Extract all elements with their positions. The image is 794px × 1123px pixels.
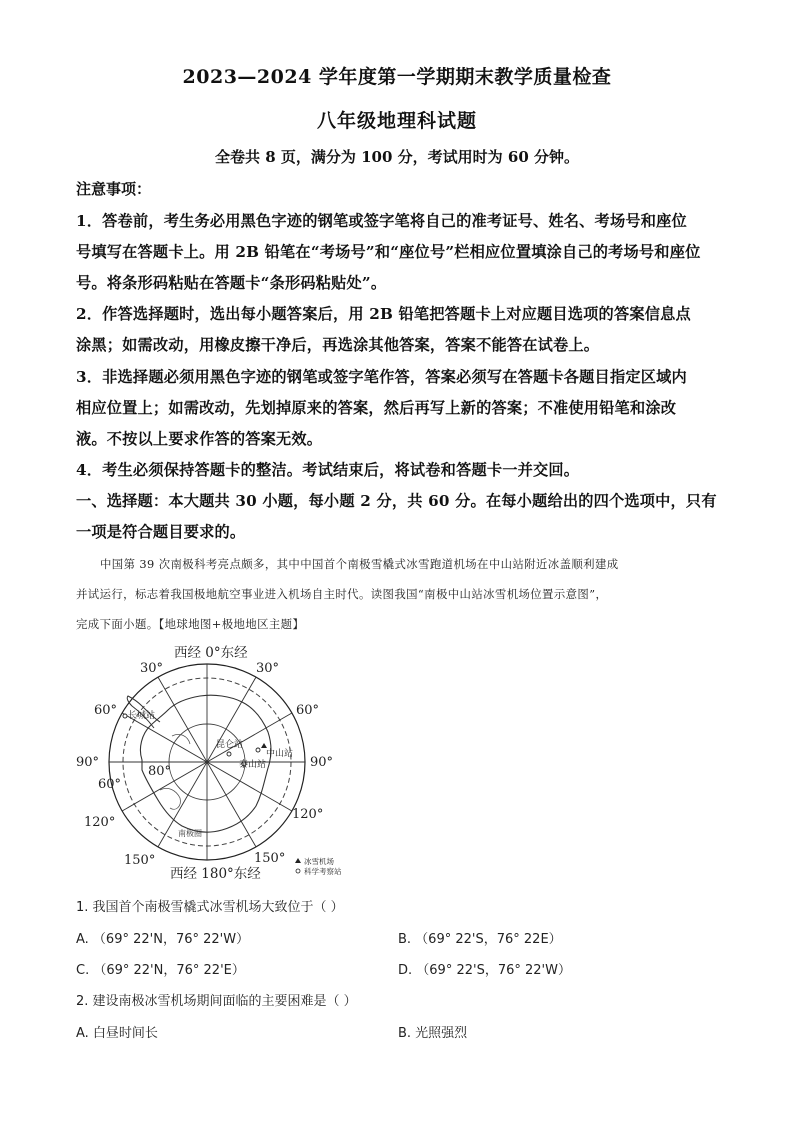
notes-line: 号。将条形码粘贴在答题卡“条形码粘贴处”。 [76, 274, 387, 292]
question-2-option-b: B. 光照强烈 [398, 1026, 468, 1041]
legend-airport-label: 冰雪机场 [304, 857, 334, 866]
lon-label: 60° [296, 703, 320, 718]
legend-station-label: 科学考察站 [304, 867, 342, 876]
airport-marker [261, 743, 267, 748]
lon-label: 90° [310, 755, 334, 770]
lon-label: 120° [292, 807, 324, 822]
passage-line: 并试运行，标志着我国极地航空事业进入机场自主时代。读图我国“南极中山站冰雪机场位置示意图”， [76, 587, 608, 601]
exam-subtitle: 八年级地理科试题 [316, 110, 477, 132]
station-label: 长城站 [128, 711, 156, 721]
lon-label: 90° [76, 755, 100, 770]
notes-heading: 注意事项： [76, 180, 152, 198]
antarctic-circle-label: 南极圈 [178, 829, 202, 838]
question-1-stem: 1. 我国首个南极雪橇式冰雪机场大致位于（ ） [76, 900, 344, 915]
lon-label: 30° [140, 661, 164, 676]
notes-line: 3．非选择题必须用黑色字迹的钢笔或签字笔作答，答案必须写在答题卡各题目指定区域内 [76, 368, 687, 386]
notes-line: 4．考生必须保持答题卡的整洁。考试结束后，将试卷和答题卡一并交回。 [76, 461, 580, 479]
lon-label: 120° [84, 815, 116, 830]
notes-line: 液。不按以上要求作答的答案无效。 [76, 430, 323, 448]
station-label: 昆仑站 [216, 740, 244, 750]
passage-line: 中国第 39 次南极科考亮点颇多，其中中国首个南极雪橇式冰雪跑道机场在中山站附近冰盖顺利建成 [100, 557, 619, 571]
kunlun-station-marker [227, 752, 231, 756]
lon-label: 60° [94, 703, 118, 718]
map-bottom-label: 西经 180°东经 [170, 866, 261, 882]
meridian-lines [109, 664, 305, 860]
zhongshan-station-marker [256, 748, 260, 752]
notes-line: 号填写在答题卡上。用 2B 铅笔在“考场号”和“座位号”栏相应位置填涂自己的考场号和座位 [76, 243, 701, 261]
lat-label: 60° [98, 777, 122, 792]
lon-label: 30° [256, 661, 280, 676]
question-1-option-d: D. （69° 22'S，76° 22'W） [398, 963, 571, 978]
exam-info: 全卷共 8 页，满分为 100 分，考试用时为 60 分钟。 [215, 148, 579, 166]
notes-line: 2．作答选择题时，选出每小题答案后，用 2B 铅笔把答题卡上对应题目选项的答案信息点 [76, 305, 691, 323]
section-heading: 一、选择题：本大题共 30 小题，每小题 2 分，共 60 分。在每小题给出的四个选项中，只有 [76, 492, 717, 510]
section-heading: 一项是符合题目要求的。 [76, 523, 246, 541]
notes-line: 相应位置上；如需改动，先划掉原来的答案，然后再写上新的答案；不准使用铅笔和涂改 [76, 399, 677, 417]
lon-label: 150° [124, 853, 156, 868]
question-1-option-a: A. （69° 22'N，76° 22'W） [76, 932, 250, 947]
station-label: 泰山站 [239, 760, 267, 770]
lon-label: 150° [254, 851, 286, 866]
notes-line: 涂黑；如需改动，用橡皮擦干净后，再选涂其他答案，答案不能答在试卷上。 [76, 336, 600, 354]
question-2-option-a: A. 白昼时间长 [76, 1026, 158, 1041]
ice-shelf-outline [160, 788, 180, 809]
question-1-option-c: C. （69° 22'N，76° 22'E） [76, 963, 245, 978]
changcheng-station-marker [123, 714, 127, 718]
lat-label: 80° [148, 764, 172, 779]
legend-airport-icon [295, 858, 301, 863]
exam-title: 2023—2024 学年度第一学期期末教学质量检查 [182, 66, 612, 88]
question-1-option-b: B. （69° 22'S，76° 22E） [398, 932, 562, 947]
notes-line: 1．答卷前，考生务必用黑色字迹的钢笔或签字笔将自己的准考证号、姓名、考场号和座位 [76, 212, 687, 230]
legend-station-icon [296, 869, 300, 873]
passage-line: 完成下面小题。【地球地图+极地地区主题】 [76, 617, 305, 631]
map-top-label: 西经 0°东经 [174, 645, 248, 661]
question-2-stem: 2. 建设南极冰雪机场期间面临的主要困难是（ ） [76, 994, 357, 1009]
antarctic-map [76, 640, 374, 885]
station-label: 中山站 [266, 749, 294, 759]
